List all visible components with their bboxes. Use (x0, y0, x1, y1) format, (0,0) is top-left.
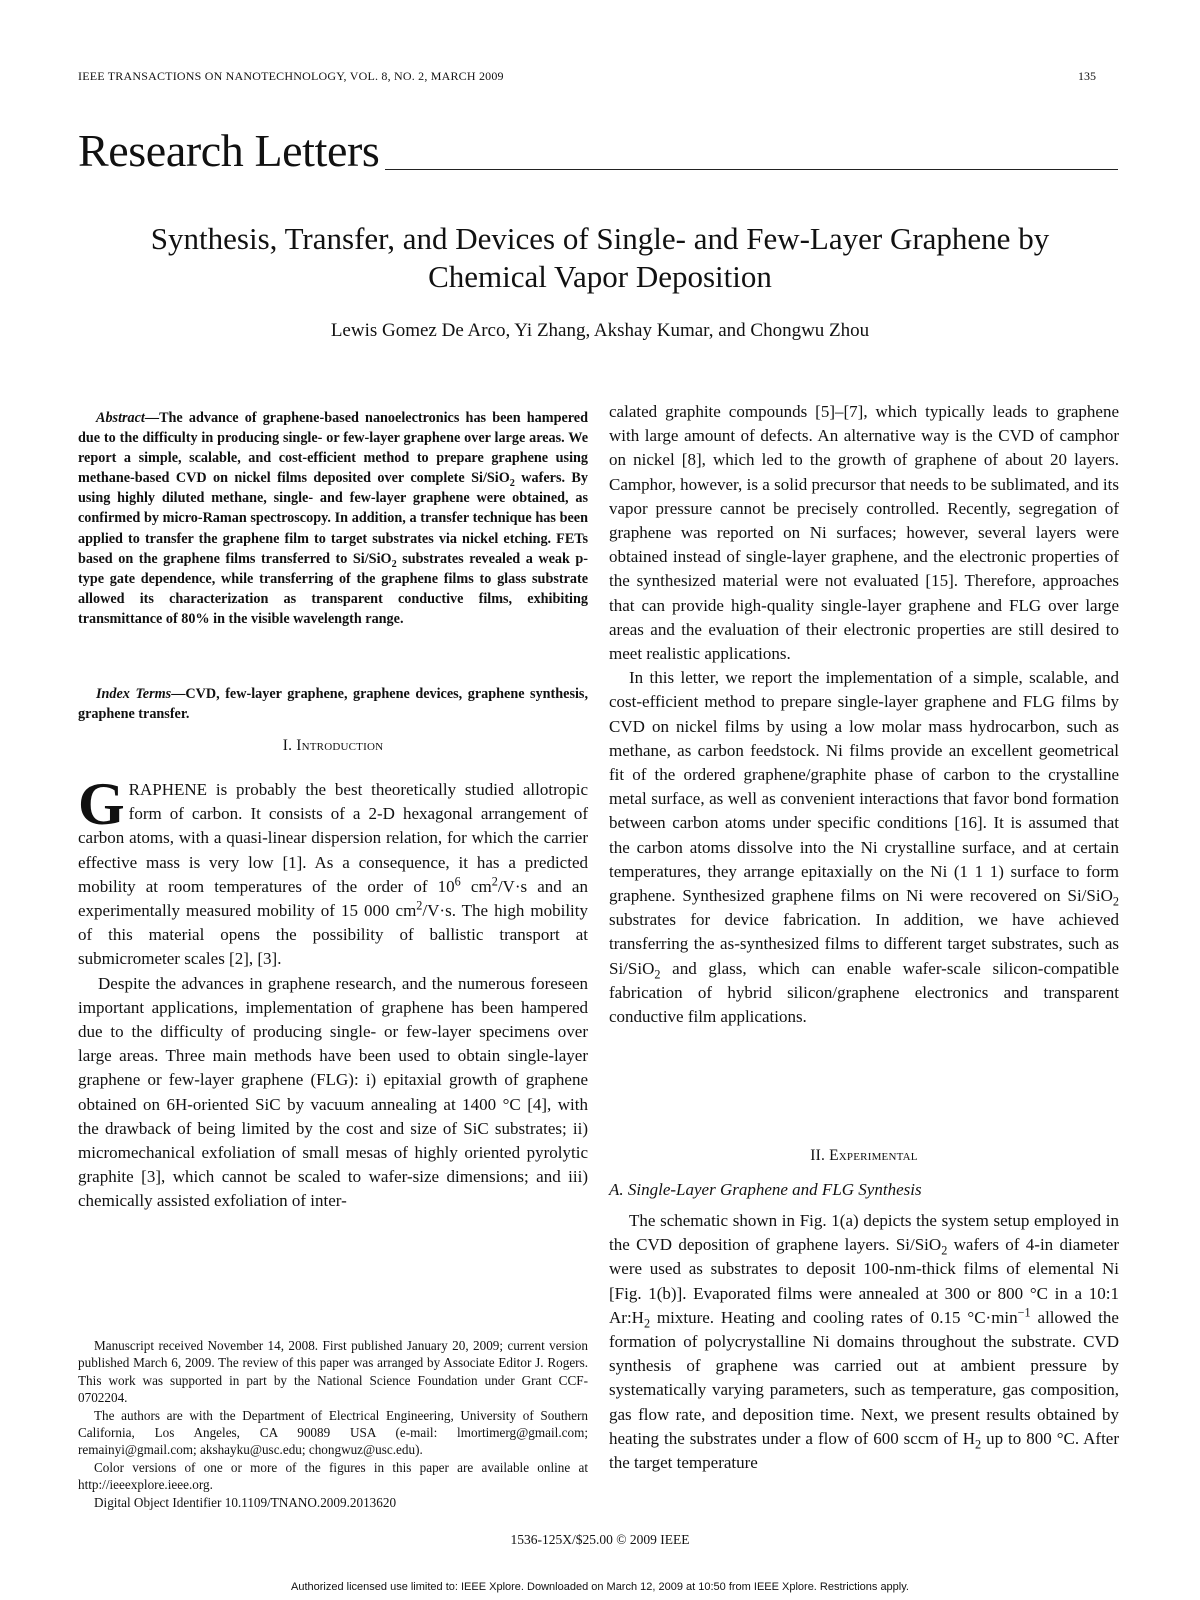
section-rule (385, 169, 1118, 170)
subscript: 2 (1112, 894, 1119, 909)
introduction-heading-text: Introduction (296, 737, 384, 754)
introduction-body (78, 771, 588, 1214)
footnote-manuscript: Manuscript received November 14, 2008. First published January 20, 2009; current version published March 6, 2009. The review of this paper was arranged by Associate Editor J. Rogers. This work was supported in part by the National Science Foundation under Grant CCF-0702204. (78, 1338, 588, 1406)
paper-title (80, 220, 1120, 296)
subscript: 2 (974, 1437, 982, 1452)
right-column-body (609, 400, 1119, 1029)
abstract (78, 408, 588, 629)
superscript: 2 (491, 874, 498, 889)
superscript: 6 (454, 874, 461, 889)
right-paragraph-2: In this letter, we report the implementation of a simple, scalable, and cost-efficient method to prepare single-layer graphene and FLG films by CVD on nickel films by using a low molar mass hydrocarbon, such as methane, as carbon feedstock. Ni films provide an excellent geometrical fit of the ordered graphene/graphite phase of carbon to the crystalline metal surface, as well as convenient interactions that favor bond formation between carbon atoms under specific conditions [16]. It is assumed that the carbon atoms dissolve into the Ni crystalline surface, and at certain temperatures, they arrange epitaxially on the Ni (1 1 1) surface to form graphene. Synthesized graphene films on Ni were recovered on Si/SiO$_2$ substrates for device fabrication. In addition, we have achieved transferring the as-synthesized films to different target substrates, such as Si/SiO$_2$ and glass, which can enable wafer-scale silicon-compatible fabrication of hybrid silicon/graphene electronics and transparent conductive film applications. (609, 668, 1119, 1027)
index-terms (78, 684, 588, 724)
section-title: Research Letters (78, 125, 380, 176)
footnote-doi: Digital Object Identifier 10.1109/TNANO.2009.2013620 (94, 1494, 397, 1510)
synthesis-body (609, 1209, 1119, 1475)
abstract-text-3: substrates revealed a weak p-type gate dependence, while transferring of the graphene films to glass substrate allowed its characterization as transparent conductive films, exhibiting transmittance of 80% in the visible wavelength range. (78, 550, 589, 627)
subscript: 2 (643, 1316, 651, 1331)
footnote-color: Color versions of one or more of the figures in this paper are available online at http://ieeexplore.ieee.org. (78, 1459, 588, 1493)
introduction-heading: I. Introduction (282, 737, 384, 754)
paper-title-line-2: Chemical Vapor Deposition (428, 259, 772, 294)
copyright-line: 1536-125X/$25.00 © 2009 IEEE (510, 1532, 690, 1547)
experimental-heading-text: Experimental (829, 1147, 918, 1164)
synthesis-subheading: A. Single-Layer Graphene and FLG Synthesis (609, 1180, 922, 1199)
subscript: 2 (654, 967, 661, 982)
intro-paragraph-1: GRAPHENE is probably the best theoretically studied allotropic form of carbon. It consists of a 2-D hexagonal arrangement of carbon atoms, with a quasi-linear dispersion relation, for which the carrier effective mass is very low [1]. As a consequence, it has a predicted mobility at room temperatures of the order of $10^6$ $cm^2/V\cdot s$ and an experimentally measured mobility of 15 000 $cm^2/V\cdot s$. The high mobility of this material opens the possibility of ballistic transport at submicrometer scales [2], [3]. (78, 771, 588, 969)
abstract-text-1: —The advance of graphene-based nanoelectronics has been hampered due to the difficulty in producing single- or few-layer graphene over large areas. We report a simple, scalable, and cost-efficient method to prepare graphene using methane-based CVD on nickel films deposited over complete Si/SiO (78, 410, 588, 487)
abstract-text-2: wafers. By using highly diluted methane, single- and few-layer graphene were obtained, as confirmed by micro-Raman spectroscopy. In addition, a transfer technique has been applied to transfer the graphene film to target substrates via nickel etching. FETs based on the graphene films transferred to Si/SiO (78, 470, 588, 567)
authors: Lewis Gomez De Arco, Yi Zhang, Akshay Kumar, and Chongwu Zhou (330, 320, 870, 341)
drop-cap: G (78, 771, 125, 837)
superscript: −1 (1017, 1305, 1031, 1320)
experimental-heading: II. Experimental (810, 1147, 918, 1164)
synthesis-paragraph: The schematic shown in Fig. 1(a) depicts the system setup employed in the CVD deposition of graphene layers. Si/SiO$_2$ wafers of 4-in diameter were used as substrates to deposit 100-nm-thick films of elemental Ni [Fig. 1(b)]. Evaporated films were annealed at 300 or 800 °C in a 10:1 $Ar:H_2$ mixture. Heating and cooling rates of 0.15 $^\circ C\cdot\min^{-1}$ allowed the formation of polycrystalline Ni domains throughout the substrate. CVD synthesis of graphene was carried out at ambient pressure by systematically varying parameters, such as temperature, gas composition, gas flow rate, and deposition time. Next, we present results obtained by heating the substrates under a flow of 600 sccm of $H_2$ up to 800 °C. After the target temperature (609, 1211, 1119, 1473)
index-terms-text: —CVD, few-layer graphene, graphene devices, graphene synthesis, graphene transfer. (78, 686, 589, 723)
footnotes (78, 1337, 588, 1511)
subscript: 2 (941, 1243, 948, 1258)
page-number: 135 (1078, 69, 1096, 83)
license-notice: Authorized licensed use limited to: IEEE Xplore. Downloaded on March 12, 2009 at 10:50 from IEEE Xplore. Restrictions apply. (291, 1581, 909, 1593)
subscript: 2 (509, 478, 515, 490)
superscript: 2 (416, 898, 423, 913)
intro-paragraph-2: Despite the advances in graphene research, and the numerous foreseen important applications, implementation of graphene has been hampered due to the difficulty of producing single- or few-layer specimens over large areas. Three main methods have been used to obtain single-layer graphene or few-layer graphene (FLG): i) epitaxial growth of graphene obtained on 6H-oriented SiC by vacuum annealing at 1400 °C [4], with the drawback of being limited by the cost and size of SiC substrates; ii) micromechanical exfoliation of small mesas of highly oriented pyrolytic graphite [3], which cannot be scaled to wafer-size dimensions; and iii) chemically assisted exfoliation of inter- (78, 973, 588, 1211)
right-paragraph-1: calated graphite compounds [5]–[7], which typically leads to graphene with large amount of defects. An alternative way is the CVD of camphor on nickel [8], which led to the growth of graphene of about 20 layers. Camphor, however, is a solid precursor that needs to be sublimated, and its vapor pressure cannot be precisely controlled. Recently, segregation of graphene was reported on Ni surfaces; however, several layers were obtained instead of single-layer graphene, and the electronic properties of the synthesized material were not evaluated [15]. Therefore, approaches that can provide high-quality single-layer graphene and FLG over large areas and the evaluation of their electronic properties are still desired to meet realistic applications. (609, 402, 1119, 664)
footnote-affiliation: The authors are with the Department of Electrical Engineering, University of Southern California, Los Angeles, CA 90089 USA (e-mail: lmortimerg@gmail.com; remainyi@gmail.com; akshayku@usc.edu; chongwuz@usc.edu). (78, 1407, 588, 1458)
subscript: 2 (391, 558, 397, 570)
paper-title-line-1: Synthesis, Transfer, and Devices of Single- and Few-Layer Graphene by (150, 221, 1050, 256)
index-terms-label: Index Terms (96, 686, 172, 702)
journal-header: IEEE TRANSACTIONS ON NANOTECHNOLOGY, VOL. 8, NO. 2, MARCH 2009 (78, 69, 504, 83)
abstract-label: Abstract (96, 410, 145, 426)
section-banner (78, 124, 1118, 174)
